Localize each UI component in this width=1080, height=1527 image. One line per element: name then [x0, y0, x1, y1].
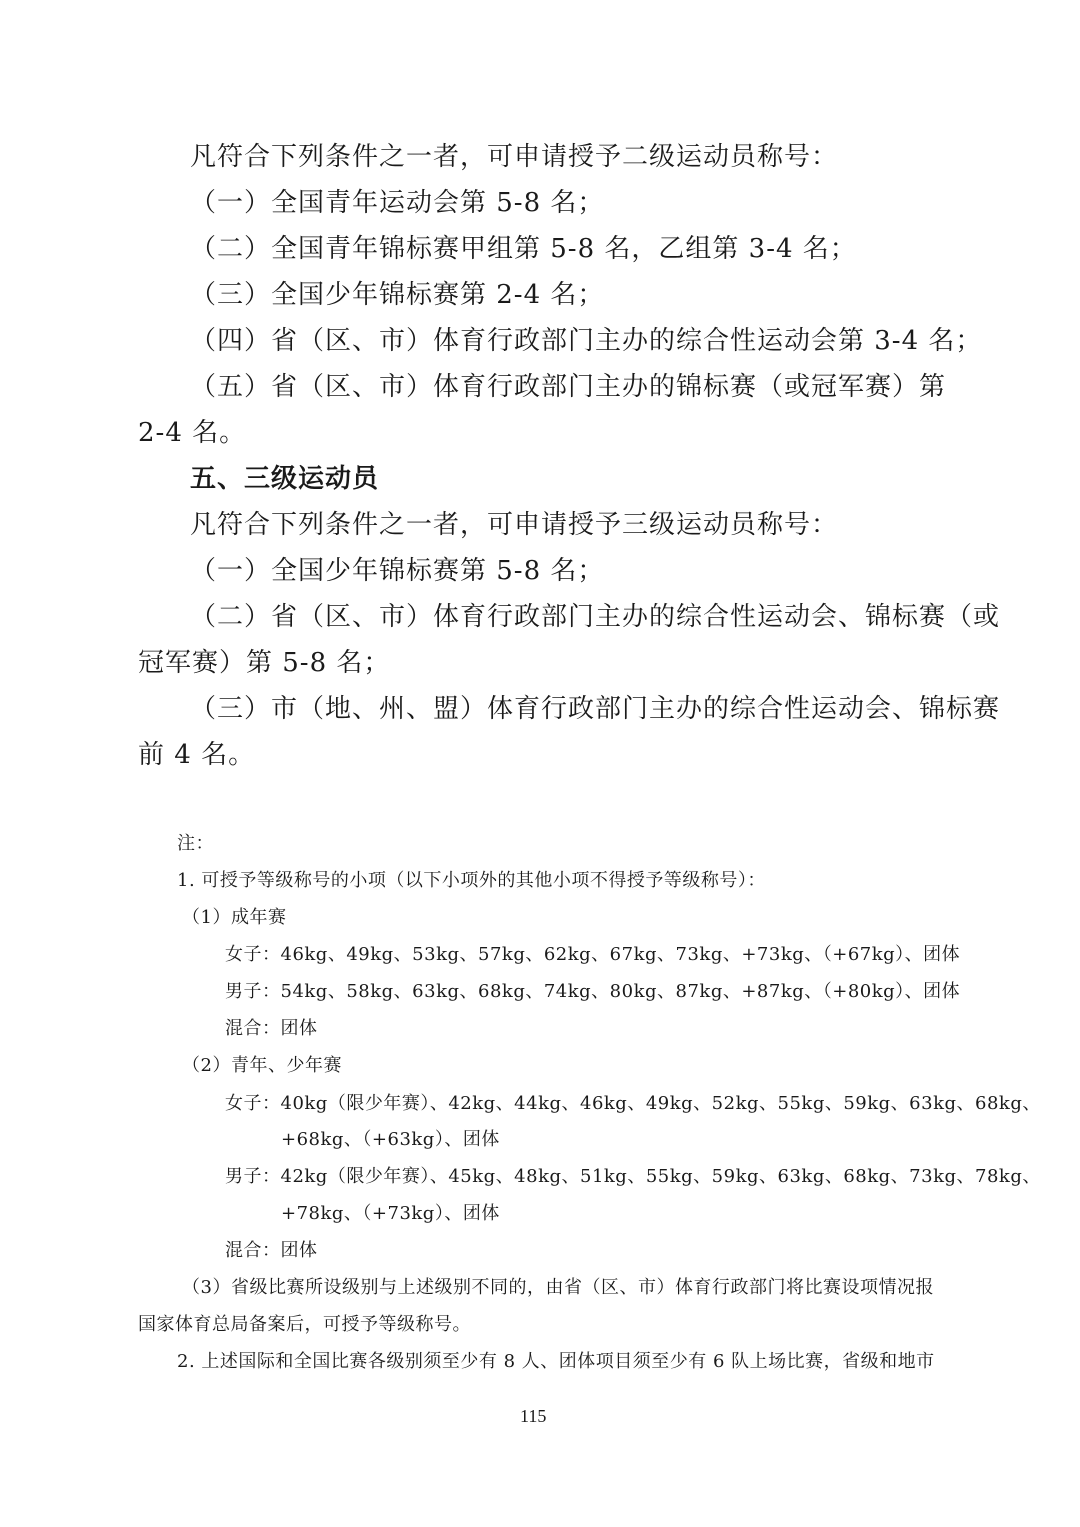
section-four-intro: 凡符合下列条件之一者，可申请授予二级运动员称号：: [190, 142, 839, 172]
section-four-item-2: （二）全国青年锦标赛甲组第 5-8 名，乙组第 3-4 名；: [190, 234, 857, 264]
note-adult-title: （1）成年赛: [182, 907, 287, 928]
note-adult-mixed: 混合：团体: [225, 1018, 318, 1039]
section-five-item-3-cont: 前 4 名。: [138, 740, 256, 770]
section-five-item-2-cont: 冠军赛）第 5-8 名；: [138, 648, 391, 678]
note-youth-title: （2）青年、少年赛: [182, 1055, 342, 1076]
section-four-item-1: （一）全国青年运动会第 5-8 名；: [190, 188, 605, 218]
note-2-line1: 2. 上述国际和全国比赛各级别须至少有 8 人、团体项目须至少有 6 队上场比赛，省级和地市: [177, 1351, 935, 1372]
note-adult-men: 男子：54kg、58kg、63kg、68kg、74kg、80kg、87kg、+87kg、（+80kg）、团体: [225, 981, 961, 1002]
note-youth-women-line1: 女子：40kg（限少年赛）、42kg、44kg、46kg、49kg、52kg、55kg、59kg、63kg、68kg、: [225, 1093, 1041, 1114]
page-number: 115: [520, 1406, 547, 1426]
note-adult-women: 女子：46kg、49kg、53kg、57kg、62kg、67kg、73kg、+73kg、（+67kg）、团体: [225, 944, 961, 965]
note-1-title: 1. 可授予等级称号的小项（以下小项外的其他小项不得授予等级称号）：: [177, 870, 766, 891]
section-five-intro: 凡符合下列条件之一者，可申请授予三级运动员称号：: [190, 510, 839, 540]
section-five-item-3: （三）市（地、州、盟）体育行政部门主办的综合性运动会、锦标赛: [190, 694, 1001, 724]
section-four-item-3: （三）全国少年锦标赛第 2-4 名；: [190, 280, 605, 310]
section-four-item-5: （五）省（区、市）体育行政部门主办的锦标赛（或冠军赛）第: [190, 372, 947, 402]
section-five-item-1: （一）全国少年锦标赛第 5-8 名；: [190, 556, 605, 586]
note-youth-women-line2: +68kg、（+63kg）、团体: [281, 1129, 500, 1150]
note-youth-men-line2: +78kg、（+73kg）、团体: [281, 1203, 500, 1224]
section-five-heading: 五、三级运动员: [190, 464, 380, 494]
section-four-item-4: （四）省（区、市）体育行政部门主办的综合性运动会第 3-4 名；: [190, 326, 983, 356]
note-youth-mixed: 混合：团体: [225, 1240, 318, 1261]
note-youth-men-line1: 男子：42kg（限少年赛）、45kg、48kg、51kg、55kg、59kg、63kg、68kg、73kg、78kg、: [225, 1166, 1041, 1187]
note-3-line1: （3）省级比赛所设级别与上述级别不同的，由省（区、市）体育行政部门将比赛设项情况报: [182, 1277, 934, 1298]
note-3-line2: 国家体育总局备案后，可授予等级称号。: [138, 1314, 471, 1335]
section-four-item-5-cont: 2-4 名。: [138, 418, 247, 448]
section-five-item-2: （二）省（区、市）体育行政部门主办的综合性运动会、锦标赛（或: [190, 602, 1001, 632]
notes-label: 注：: [177, 833, 214, 854]
